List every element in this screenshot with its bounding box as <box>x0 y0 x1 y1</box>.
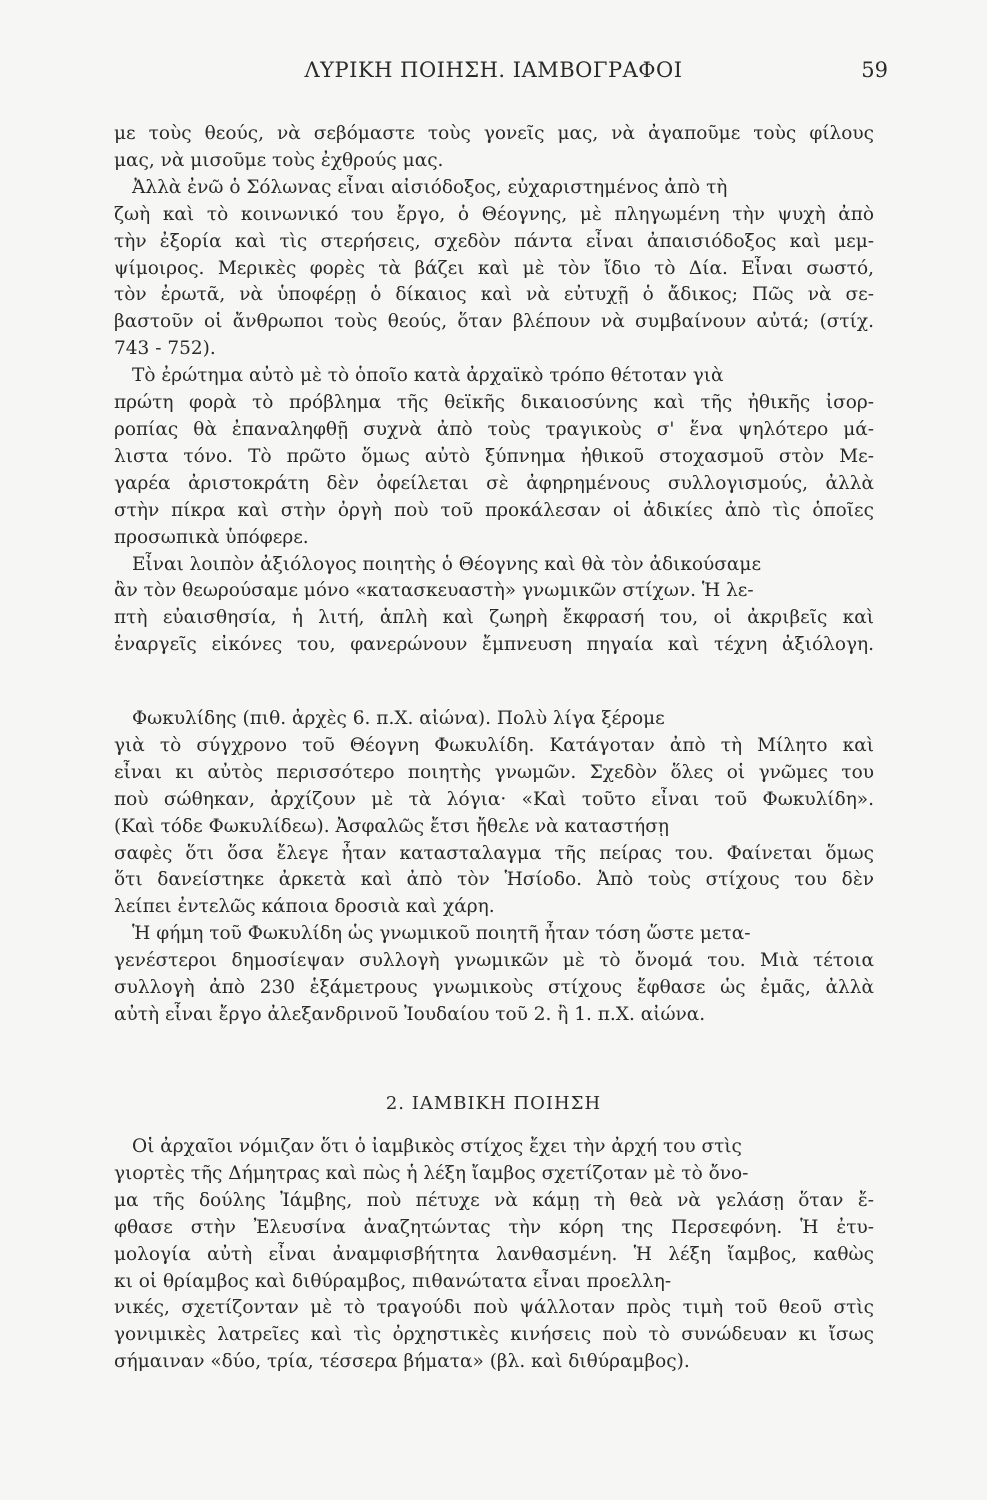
text-line: Φωκυλίδης (πιθ. ἀρχὲς 6. π.Χ. αἰώνα). Πολὺ λίγα ξέρομε <box>132 708 665 729</box>
text-line: αὐτὴ εἶναι ἔργο ἀλεξανδρινοῦ Ἰουδαίου τοῦ 2. ἢ 1. π.Χ. αἰώνα. <box>114 1003 706 1025</box>
text-line: ποὺ σώθηκαν, ἀρχίζουν μὲ τὰ λόγια· «Καὶ τοῦτο εἶναι τοῦ Φωκυλίδη». <box>114 788 874 810</box>
page-number: 59 <box>861 58 888 82</box>
running-header: ΛΥΡΙΚΗ ΠΟΙΗΣΗ. ΙΑΜΒΟΓΡΑΦΟΙ <box>304 58 683 82</box>
text-line: γενέστεροι δημοσίεψαν συλλογὴ γνωμικῶν μὲ τὸ ὄνομά του. Μιὰ τέτοια <box>114 950 874 972</box>
text-line: (Καὶ τόδε Φωκυλίδεω). Ἀσφαλῶς ἔτσι ἤθελε νὰ καταστήσῃ <box>114 815 669 837</box>
text-line: 743 - 752). <box>114 338 216 360</box>
text-line: κι οἱ θρίαμβος καὶ διθύραμβος, πιθανώτατα εἶναι προελλη- <box>114 1270 672 1292</box>
text-line: Ἡ φήμη τοῦ Φωκυλίδη ὡς γνωμικοῦ ποιητῆ ἦταν τόση ὥστε μετα- <box>132 923 751 945</box>
text-line: συλλογὴ ἀπὸ 230 ἑξάμετρους γνωμικοὺς στίχους ἔφθασε ὡς ἐμᾶς, ἀλλὰ <box>114 977 874 999</box>
text-line: γαρέα ἀριστοκράτη δὲν ὀφείλεται σὲ ἀφηρημένους συλλογισμούς, ἀλλὰ <box>114 472 874 494</box>
text-line: ἐναργεῖς εἰκόνες του, φανερώνουν ἔμπνευση πηγαία καὶ τέχνη ἀξιόλογη. <box>114 634 874 656</box>
text-line: μα τῆς δούλης Ἰάμβης, ποὺ πέτυχε νὰ κάμῃ τὴ θεὰ νὰ γελάσῃ ὅταν ἔ- <box>114 1189 874 1211</box>
text-block-iambic-poetry <box>114 1134 874 1376</box>
text-line: στὴν πίκρα καὶ στὴν ὀργὴ ποὺ τοῦ προκάλεσαν οἱ ἀδικίες ἀπὸ τὶς ὁποῖες <box>114 499 874 521</box>
text-line: σαφὲς ὅτι ὅσα ἔλεγε ἦταν κατασταλαγμα τῆς πείρας του. Φαίνεται ὅμως <box>114 842 874 864</box>
text-line: φθασε στὴν Ἐλευσίνα ἀναζητώντας τὴν κόρη της Περσεφόνη. Ἡ ἐτυ- <box>114 1216 874 1238</box>
text-line: πρώτη φορὰ τὸ πρόβλημα τῆς θεϊκῆς δικαιοσύνης καὶ τῆς ἠθικῆς ἰσορ- <box>114 392 874 414</box>
text-line: σήμαιναν «δύο, τρία, τέσσερα βήματα» (βλ. καὶ διθύραμβος). <box>114 1351 690 1373</box>
text-line: μας, νὰ μισοῦμε τοὺς ἐχθρούς μας. <box>114 149 444 171</box>
text-line: τὴν ἐξορία καὶ τὶς στερήσεις, σχεδὸν πάντα εἶναι ἀπαισιόδοξος καὶ μεμ- <box>114 230 874 252</box>
text-line: γιὰ τὸ σύγχρονο τοῦ Θέογνη Φωκυλίδη. Κατάγοταν ἀπὸ τὴ Μίλητο καὶ <box>114 734 874 756</box>
text-line: γονιμικὲς λατρεῖες καὶ τὶς ὀρχηστικὲς κινήσεις ποὺ τὸ συνώδευαν κι ἴσως <box>114 1324 874 1346</box>
text-line: μολογία αὐτὴ εἶναι ἀναμφισβήτητα λανθασμένη. Ἡ λέξη ἴαμβος, καθὼς <box>114 1243 874 1265</box>
text-line: πτὴ εὐαισθησία, ἡ λιτή, ἁπλὴ καὶ ζωηρὴ ἔκφρασή του, οἱ ἀκριβεῖς καὶ <box>114 607 874 629</box>
text-line: εἶναι κι αὐτὸς περισσότερο ποιητὴς γνωμῶν. Σχεδὸν ὅλες οἱ γνῶμες του <box>114 761 874 783</box>
text-line: γιορτὲς τῆς Δήμητρας καὶ πὼς ἡ λέξη ἴαμβος σχετίζοταν μὲ τὸ ὄνο- <box>114 1162 749 1184</box>
text-line: με τοὺς θεούς, νὰ σεβόμαστε τοὺς γονεῖς μας, νὰ ἀγαποῦμε τοὺς φίλους <box>114 123 874 144</box>
text-line: βαστοῦν οἱ ἄνθρωποι τοὺς θεούς, ὅταν βλέπουν νὰ συμβαίνουν αὐτά; (στίχ. <box>114 311 874 333</box>
text-line: λιστα τόνο. Τὸ πρῶτο ὅμως αὐτὸ ξύπνημα ἠθικοῦ στοχασμοῦ στὸν Με- <box>114 445 874 467</box>
text-line: προσωπικὰ ὑπόφερε. <box>114 526 309 548</box>
text-block-phocylides <box>114 706 874 1029</box>
text-line: Εἶναι λοιπὸν ἀξιόλογος ποιητὴς ὁ Θέογνης καὶ θὰ τὸν ἀδικούσαμε <box>132 553 762 575</box>
text-line: Ἀλλὰ ἐνῶ ὁ Σόλωνας εἶναι αἰσιόδοξος, εὐχαριστημένος ἀπὸ τὴ <box>132 176 728 198</box>
text-line: ροπίας θὰ ἐπαναληφθῇ συχνὰ ἀπὸ τοὺς τραγικοὺς σ' ἕνα ψηλότερο μά- <box>114 418 874 440</box>
text-line: Οἱ ἀρχαῖοι νόμιζαν ὅτι ὁ ἰαμβικὸς στίχος ἔχει τὴν ἀρχή του στὶς <box>132 1136 742 1157</box>
text-line: ψίμοιρος. Μερικὲς φορὲς τὰ βάζει καὶ μὲ τὸν ἴδιο τὸ Δία. Εἶναι σωστό, <box>114 257 874 279</box>
text-line: νικές, σχετίζονταν μὲ τὸ τραγούδι ποὺ ψάλλοταν πρὸς τιμὴ τοῦ θεοῦ στὶς <box>114 1297 874 1319</box>
text-line: τὸν ἐρωτᾶ, νὰ ὑποφέρῃ ὁ δίκαιος καὶ νὰ εὐτυχῇ ὁ ἄδικος; Πῶς νὰ σε- <box>114 284 874 306</box>
text-line: ἂν τὸν θεωρούσαμε μόνο «κατασκευαστὴ» γνωμικῶν στίχων. Ἡ λε- <box>114 580 754 602</box>
text-block-theognis <box>114 121 874 659</box>
section-heading: 2. ΙΑΜΒΙΚΗ ΠΟΙΗΣΗ <box>385 1093 602 1114</box>
text-line: λείπει ἐντελῶς κάποια δροσιὰ καὶ χάρη. <box>114 896 495 918</box>
text-line: ὅτι δανείστηκε ἀρκετὰ καὶ ἀπὸ τὸν Ἡσίοδο. Ἀπὸ τοὺς στίχους του δὲν <box>114 869 874 891</box>
text-line: Τὸ ἐρώτημα αὐτὸ μὲ τὸ ὁποῖο κατὰ ἀρχαϊκὸ τρόπο θέτοταν γιὰ <box>132 365 724 387</box>
text-line: ζωὴ καὶ τὸ κοινωνικό του ἔργο, ὁ Θέογνης, μὲ πληγωμένη τὴν ψυχὴ ἀπὸ <box>114 203 874 225</box>
